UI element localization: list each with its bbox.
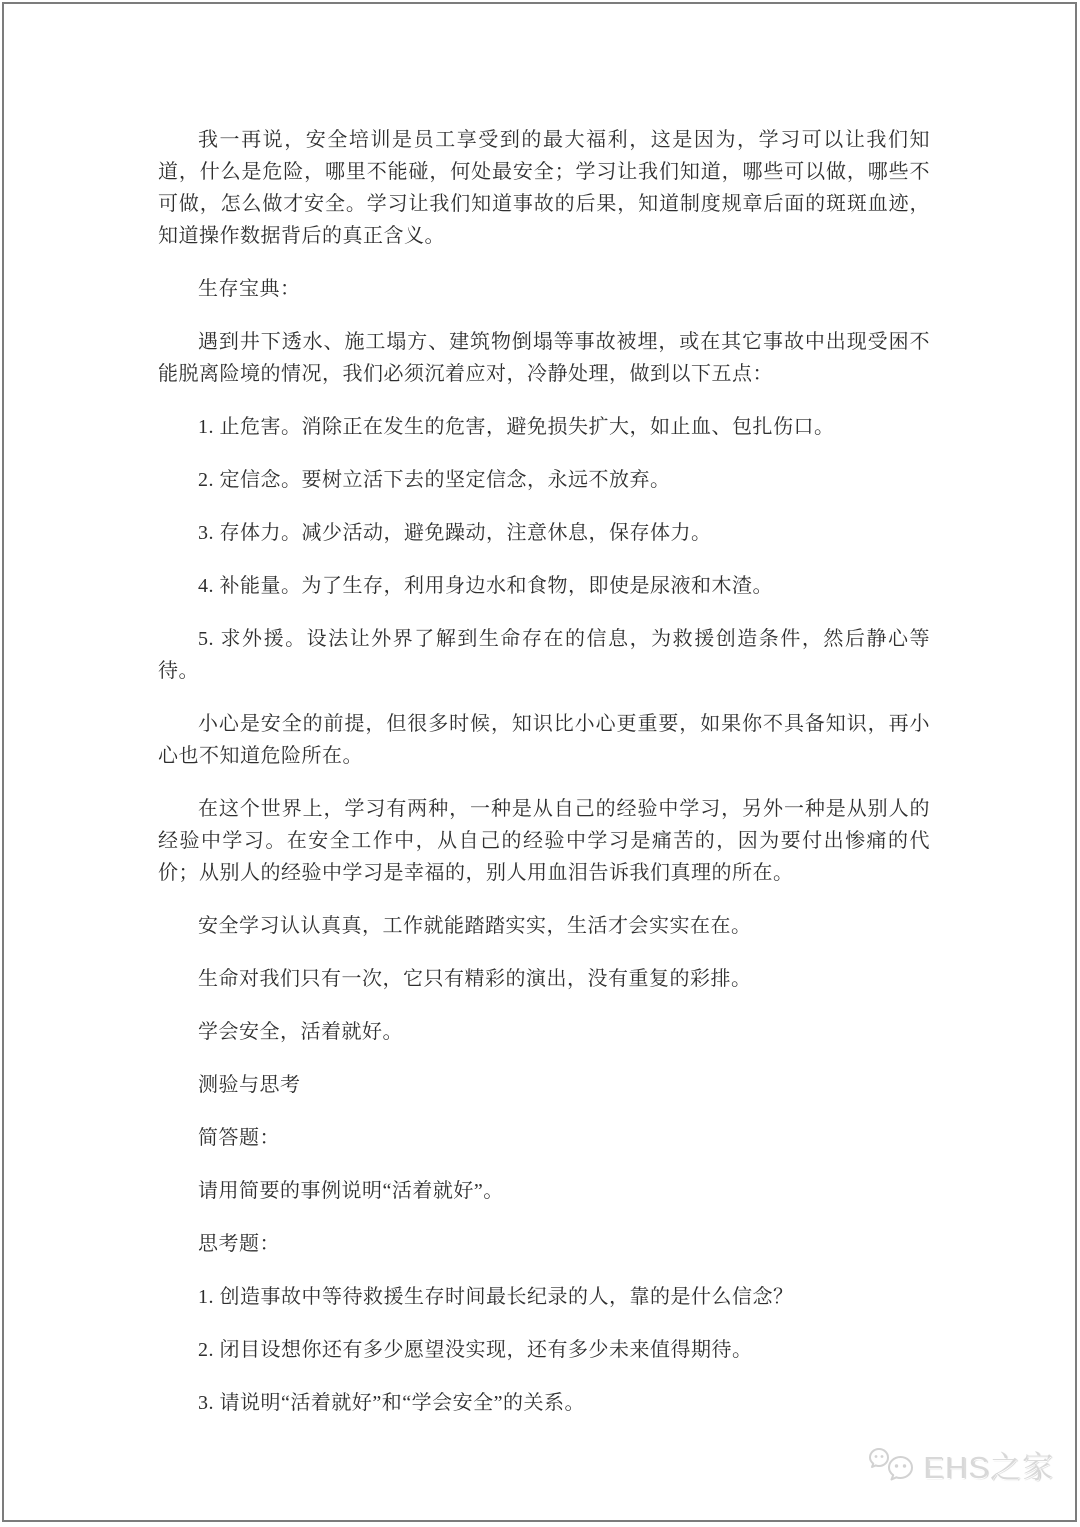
heading-short-answer: 简答题： [198,1127,280,1149]
paragraph-two-ways-of-learning: 在这个世界上，学习有两种，一种是从自己的经验中学习，另外一种是从别人的经验中学习。在安全工作中，从自己的经验中学习是痛苦的，因为要付出惨痛的代价；从别人的经验中学习是幸福的，别人用血泪告诉我们真理的所在。 [158,798,930,884]
heading-thinking-questions: 思考题： [198,1233,280,1255]
thinking-question-2: 2. 闭目设想你还有多少愿望没实现，还有多少未来值得期待。 [198,1339,753,1361]
list-item-stop-harm: 1. 止危害。消除正在发生的危害，避免损失扩大，如止血、包扎伤口。 [198,416,835,438]
watermark [869,1442,1054,1487]
paragraph-short-answer-question: 请用简要的事例说明“活着就好”。 [198,1180,504,1202]
list-item-replenish-energy: 4. 补能量。为了生存，利用身边水和食物，即使是尿液和木渣。 [198,575,773,597]
paragraph-learn-safety: 学会安全，活着就好。 [198,1021,403,1043]
paragraph-knowledge-vs-caution: 小心是安全的前提，但很多时候，知识比小心更重要，如果你不具备知识，再小心也不知道危险所在。 [158,713,930,767]
heading-survival-guide: 生存宝典： [198,278,301,300]
paragraph-safety-training-benefit: 我一再说，安全培训是员工享受到的最大福利，这是因为，学习可以让我们知道，什么是危险，哪里不能碰，何处最安全；学习让我们知道，哪些可以做，哪些不可做，怎么做才安全。学习让我们知道事故的后果，知道制度规章后面的斑斑血迹，知道操作数据背后的真正含义。 [158,129,930,247]
list-item-seek-help: 5. 求外援。设法让外界了解到生命存在的信息，为救援创造条件，然后静心等待。 [158,628,930,682]
list-item-firm-belief: 2. 定信念。要树立活下去的坚定信念，永远不放弃。 [198,469,671,491]
thinking-question-3: 3. 请说明“活着就好”和“学会安全”的关系。 [198,1392,586,1414]
paragraph-life-only-once: 生命对我们只有一次，它只有精彩的演出，没有重复的彩排。 [198,968,752,990]
paragraph-earnest-learning: 安全学习认认真真，工作就能踏踏实实，生活才会实实在在。 [198,915,752,937]
list-item-save-strength: 3. 存体力。减少活动，避免躁动，注意休息，保存体力。 [198,522,712,544]
thinking-question-1: 1. 创造事故中等待救援生存时间最长纪录的人，靠的是什么信念？ [198,1286,794,1308]
heading-quiz-and-thinking: 测验与思考 [198,1074,301,1096]
paragraph-survival-intro: 遇到井下透水、施工塌方、建筑物倒塌等事故被埋，或在其它事故中出现受困不能脱离险境的情况，我们必须沉着应对，冷静处理，做到以下五点： [158,331,930,385]
watermark-label: EHS之家 [923,1450,1054,1485]
wechat-bubbles-icon [869,1447,915,1483]
